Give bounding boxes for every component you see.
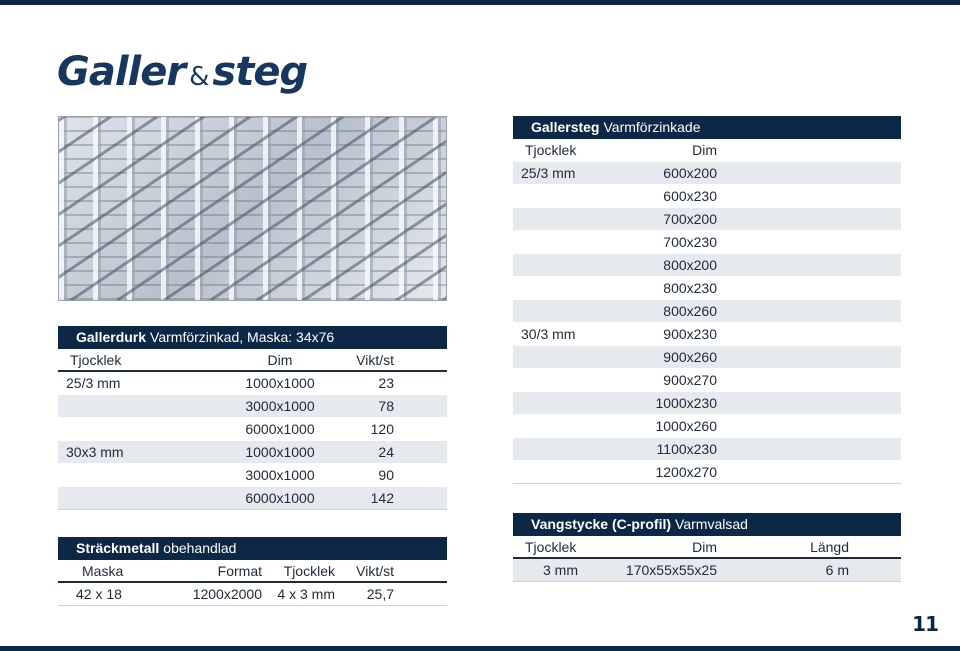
table-cell: 78 — [378, 398, 394, 414]
gallerdurk-rows — [58, 372, 447, 510]
table-cell: 25/3 mm — [521, 165, 576, 181]
table-cell: 25,7 — [366, 586, 394, 602]
title-ampersand: & — [189, 62, 209, 92]
strackmetall-rows — [58, 583, 447, 606]
table-cell: 6 m — [825, 562, 849, 578]
table-row — [58, 441, 447, 464]
column-header-tjocklek: Tjocklek — [283, 563, 335, 579]
table-cell: 900x260 — [663, 349, 717, 365]
vangstycke-subtitle: Varmvalsad — [675, 516, 748, 532]
table-row — [58, 464, 447, 487]
strackmetall-subtitle: obehandlad — [163, 540, 237, 556]
column-header-vikt: Vikt/st — [356, 563, 394, 579]
gallerdurk-table — [58, 326, 447, 510]
table-cell: 23 — [378, 375, 394, 391]
vangstycke-table — [513, 513, 901, 582]
table-row — [58, 395, 447, 418]
table-cell: 4 x 3 mm — [277, 586, 335, 602]
table-cell: 1000x260 — [655, 418, 717, 434]
table-cell: 3000x1000 — [245, 467, 315, 483]
table-row — [513, 277, 901, 300]
gallerdurk-subtitle: Varmförzinkad, Maska: 34x76 — [150, 329, 335, 345]
table-cell: 42 x 18 — [76, 586, 122, 602]
column-header-format: Format — [217, 563, 262, 579]
table-row — [58, 372, 447, 395]
table-row — [513, 415, 901, 438]
table-cell: 120 — [370, 421, 394, 437]
gallersteg-table — [513, 116, 901, 484]
table-cell: 1200x2000 — [192, 586, 262, 602]
table-row — [58, 583, 447, 606]
table-row — [513, 254, 901, 277]
gallersteg-column-headers — [513, 139, 901, 162]
strackmetall-column-headers — [58, 560, 447, 583]
gallersteg-title: Gallersteg — [531, 119, 600, 135]
table-cell: 30/3 mm — [521, 326, 576, 342]
table-cell: 1000x1000 — [245, 375, 315, 391]
column-header-tjocklek: Tjocklek — [525, 142, 577, 158]
vangstycke-column-headers — [513, 536, 901, 559]
table-row — [513, 346, 901, 369]
table-cell: 6000x1000 — [245, 490, 315, 506]
table-cell: 3 mm — [543, 562, 578, 578]
table-row — [513, 438, 901, 461]
table-cell: 900x230 — [663, 326, 717, 342]
column-header-langd: Längd — [810, 539, 849, 555]
column-header-maska: Maska — [82, 563, 124, 579]
table-cell: 1200x270 — [655, 464, 717, 480]
column-header-tjocklek: Tjocklek — [70, 352, 122, 368]
table-row — [513, 392, 901, 415]
table-cell: 700x230 — [663, 234, 717, 250]
table-row — [513, 369, 901, 392]
grating-photo — [58, 116, 447, 301]
gallerdurk-column-headers — [58, 349, 447, 372]
gallerdurk-title: Gallerdurk — [76, 329, 147, 345]
table-row — [513, 231, 901, 254]
table-row — [513, 461, 901, 484]
top-accent-bar — [0, 0, 960, 5]
column-header-tjocklek: Tjocklek — [525, 539, 577, 555]
table-cell: 700x200 — [663, 211, 717, 227]
table-cell: 1000x1000 — [245, 444, 315, 460]
gallersteg-rows — [513, 162, 901, 484]
table-row — [513, 185, 901, 208]
column-header-vikt: Vikt/st — [356, 352, 394, 368]
bottom-accent-bar — [0, 646, 960, 651]
table-row — [513, 162, 901, 185]
title-word-steg: steg — [212, 49, 308, 95]
page-title — [57, 46, 307, 103]
strackmetall-table-header — [58, 537, 447, 560]
gallersteg-table-header — [513, 116, 901, 139]
vangstycke-title: Vangstycke (C-profil) — [531, 516, 672, 532]
strackmetall-title: Sträckmetall — [76, 540, 160, 556]
table-cell: 90 — [378, 467, 394, 483]
table-row — [513, 559, 901, 582]
table-cell: 142 — [370, 490, 394, 506]
table-cell: 800x200 — [663, 257, 717, 273]
table-cell: 1000x230 — [655, 395, 717, 411]
table-cell: 6000x1000 — [245, 421, 315, 437]
gallerdurk-table-header — [58, 326, 447, 349]
table-cell: 24 — [378, 444, 394, 460]
strackmetall-table — [58, 537, 447, 606]
column-header-dim: Dim — [692, 539, 717, 555]
table-cell: 3000x1000 — [245, 398, 315, 414]
table-row — [513, 323, 901, 346]
table-cell: 1100x230 — [656, 441, 717, 457]
table-cell: 170x55x55x25 — [625, 562, 717, 578]
table-cell: 600x230 — [663, 188, 717, 204]
column-header-dim: Dim — [692, 142, 717, 158]
table-cell: 800x230 — [663, 280, 717, 296]
table-cell: 800x260 — [663, 303, 717, 319]
column-header-dim: Dim — [267, 352, 293, 368]
table-cell: 30x3 mm — [66, 444, 124, 460]
table-row — [58, 418, 447, 441]
table-cell: 900x270 — [663, 372, 717, 388]
table-cell: 25/3 mm — [66, 375, 121, 391]
table-row — [513, 300, 901, 323]
title-word-galler: Galler — [57, 49, 186, 95]
gallersteg-subtitle: Varmförzinkade — [603, 119, 701, 135]
vangstycke-rows — [513, 559, 901, 582]
page-number: 11 — [912, 612, 938, 636]
table-row — [58, 487, 447, 510]
table-row — [513, 208, 901, 231]
table-cell: 600x200 — [663, 165, 717, 181]
vangstycke-table-header — [513, 513, 901, 536]
